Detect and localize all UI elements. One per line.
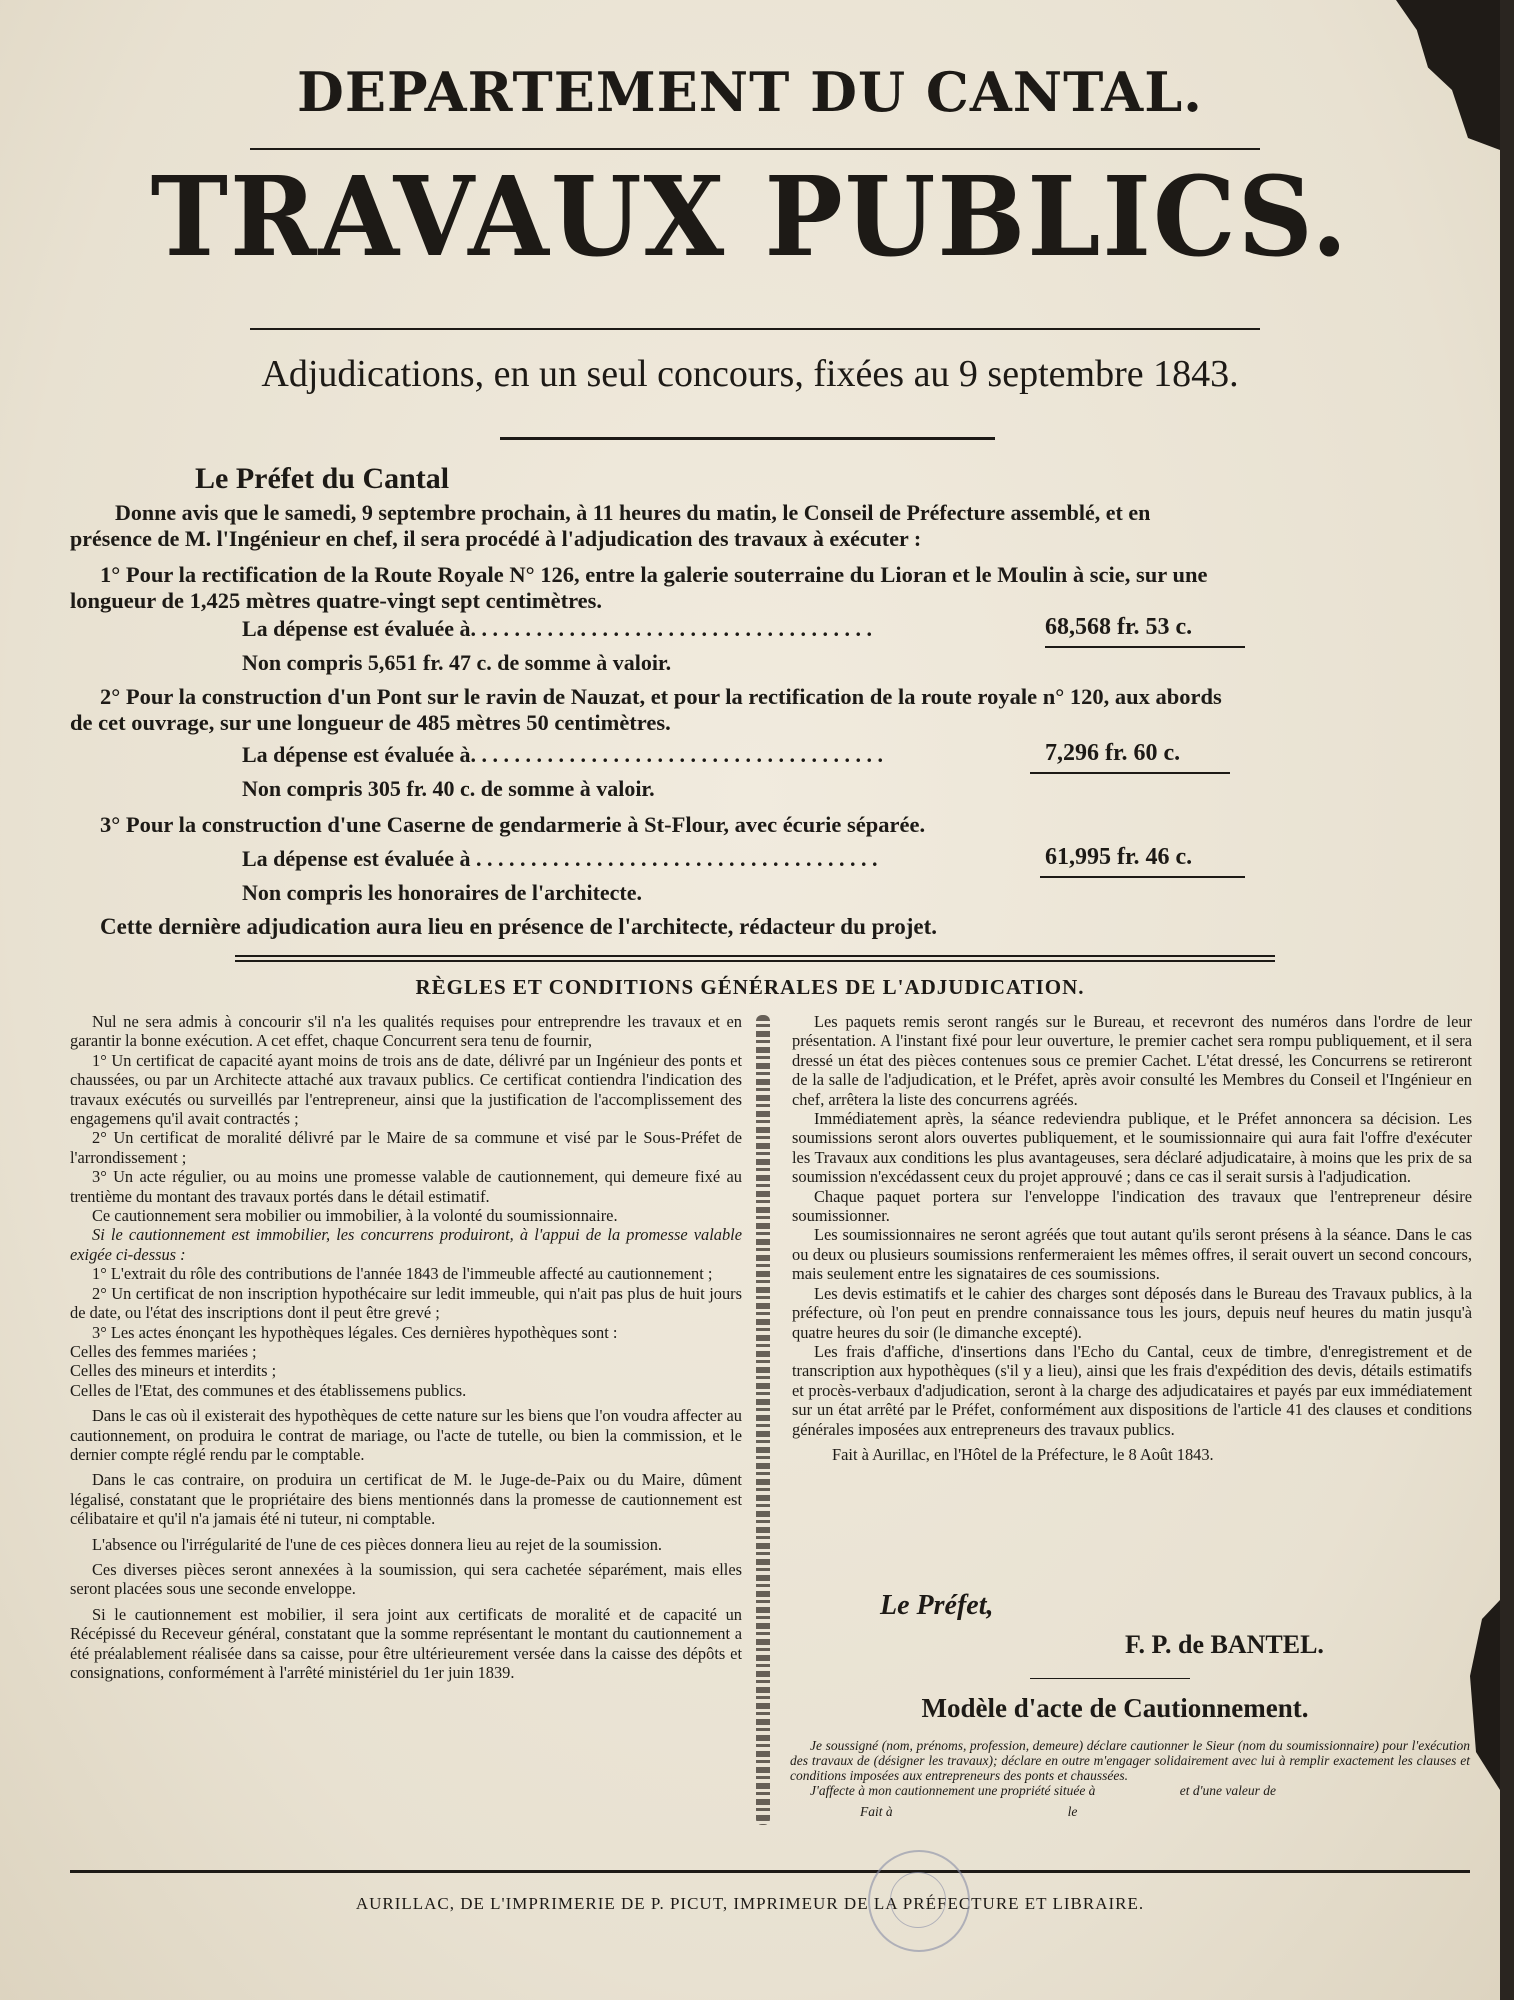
rule-paragraph: Les devis estimatifs et le cahier des charges sont déposés dans le Bureau des Travaux publics, à la préfecture, où l'on peut en prendre connaissance tous les jours, depuis neuf heures du matin jusqu'à quatre heures du soir (le dimanche excepté). xyxy=(792,1283,1472,1342)
imprint-line: AURILLAC, DE L'IMPRIMERIE DE P. PICUT, IMPRIMEUR DE LA PRÉFECTURE ET LIBRAIRE. xyxy=(355,1894,1145,1913)
date-line: Fait à Aurillac, en l'Hôtel de la Préfecture, le 8 Août 1843. xyxy=(832,1444,1214,1464)
divider-rule xyxy=(235,955,1275,957)
exclusion-note: Non compris les honoraires de l'architecte. xyxy=(242,880,643,905)
rule-paragraph: Celles de l'Etat, des communes et des établissemens publics. xyxy=(70,1380,467,1400)
divider-rule xyxy=(235,960,1275,962)
intro-line: présence de M. l'Ingénieur en chef, il sera procédé à l'adjudication des travaux à exécuter : xyxy=(70,526,922,551)
archive-stamp xyxy=(868,1850,970,1952)
rules-right-column xyxy=(792,1012,1472,1464)
page-title: TRAVAUX PUBLICS. xyxy=(150,151,1350,282)
rule-paragraph: Celles des femmes mariées ; xyxy=(70,1341,257,1361)
department-heading: DEPARTEMENT DU CANTAL. xyxy=(297,60,1203,124)
item-line: longueur de 1,425 mètres quatre-vingt sept centimètres. xyxy=(70,588,603,613)
expense-label: La dépense est évaluée à. . . . . . . . . . . . . . . . . . . . . . . . . . . . . . . . . . . . . xyxy=(242,616,873,641)
rule-paragraph: 1° Un certificat de capacité ayant moins de trois ans de date, délivré par un Ingénieur des ponts et chaussées, ou par un Architecte attaché aux travaux publics. Ce certificat contiendra l'indication des travaux exécutés ou surveillés par l'entrepreneur, ainsi que la justification de l'accomplissement des engagemens qu'il avait contractés ; xyxy=(70,1050,742,1129)
rule-paragraph: Immédiatement après, la séance redeviendra publique, et le Préfet annoncera sa décision. Les soumissions seront alors ouvertes publiquement, et le soumissionnaire qui aura fait l'offre d'exécuter les Travaux aux conditions les plus avantageuses, sera déclaré adjudicataire, à moins que les prix de sa soumission n'excédassent ceux du projet approuvé ; dans ce cas il serait sursis à l'adjudication. xyxy=(792,1109,1472,1187)
divider-rule xyxy=(250,148,1260,150)
column-divider-ornament xyxy=(756,1015,770,1825)
rule-paragraph: 3° Les actes énonçant les hypothèques légales. Ces dernières hypothèques sont : xyxy=(92,1322,618,1342)
rule-paragraph: 3° Un acte régulier, ou au moins une promesse valable de cautionnement, qui demeure fixé au trentième du montant des travaux portés dans le détail estimatif. xyxy=(70,1167,742,1206)
rules-heading: RÈGLES ET CONDITIONS GÉNÉRALES DE L'ADJUDICATION. xyxy=(415,975,1085,999)
modele-paragraph: Je soussigné (nom, prénoms, profession, demeure) déclare cautionner le Sieur (nom du soumissionnaire) pour l'exécution des travaux de (désigner les travaux); déclare en outre m'engager solidairement avec lui à remplir exactement les clauses et conditions imposées aux entrepreneurs des ponts et chaussées. xyxy=(790,1738,1470,1783)
rule-paragraph: Dans le cas où il existerait des hypothèques de cette nature sur les biens que l'on voudra affecter au cautionnement, on produira le contrat de mariage, ou l'acte de tutelle, ou bien la commission, et le dernier compte réglé rendu par le comptable. xyxy=(70,1406,742,1464)
subtitle: Adjudications, en un seul concours, fixées au 9 septembre 1843. xyxy=(261,353,1239,395)
rule-paragraph: Dans le cas contraire, on produira un certificat de M. le Juge-de-Paix ou du Maire, dûment légalisé, constatant que le propriétaire des biens mentionnés dans la promesse de cautionnement est célibataire et qu'il n'a jamais été ni tuteur, ni comptable. xyxy=(70,1470,742,1529)
le-label: le xyxy=(1067,1804,1078,1819)
expense-label: La dépense est évaluée à . . . . . . . . . . . . . . . . . . . . . . . . . . . . . . . . . . . . . xyxy=(242,846,878,871)
torn-edge xyxy=(1470,1600,1500,1790)
expense-label: La dépense est évaluée à. . . . . . . . . . . . . . . . . . . . . . . . . . . . . . . . . . . . . . xyxy=(242,742,884,767)
item-line: 2° Pour la construction d'un Pont sur le ravin de Nauzat, et pour la rectification de la route royale n° 120, aux abords xyxy=(100,684,1222,709)
modele-heading: Modèle d'acte de Cautionnement. xyxy=(921,1693,1309,1723)
rule-paragraph: 2° Un certificat de moralité délivré par le Maire de sa commune et visé par le Sous-Préfet de l'arrondissement ; xyxy=(70,1128,742,1167)
rule-paragraph: L'absence ou l'irrégularité de l'une de ces pièces donnera lieu au rejet de la soumission. xyxy=(92,1534,663,1554)
closing-note: Cette dernière adjudication aura lieu en présence de l'architecte, rédacteur du projet. xyxy=(100,914,937,939)
expense-amount: 7,296 fr. 60 c. xyxy=(1045,740,1181,766)
signature-role: Le Préfet, xyxy=(880,1590,994,1621)
rule-paragraph: Les paquets remis seront rangés sur le Bureau, et recevront des numéros dans l'ordre de leur présentation. A l'instant fixé pour leur ouverture, le premier cachet sera rompu publiquement, et il sera dressé un état des pièces contenues sous ce premier Cachet. L'état dressé, les Concurrens se retireront de la salle de l'adjudication, et le Préfet, après avoir consulté les Membres du Conseil et l'Ingénieur en chef, arrêtera la liste des concurrens agréés. xyxy=(792,1012,1472,1109)
modele-paragraph: J'affecte à mon cautionnement une propriété située à et d'une valeur de xyxy=(810,1783,1277,1798)
modele-text xyxy=(790,1738,1470,1819)
exclusion-note: Non compris 305 fr. 40 c. de somme à valoir. xyxy=(242,776,655,801)
divider-rule xyxy=(70,1870,1470,1873)
rule-paragraph: Si le cautionnement est mobilier, il sera joint aux certificats de moralité et de capacité un Récépissé du Receveur général, constatant que la somme représentant le montant du cautionnement a été préalablement réalisée dans sa caisse, pour être ultérieurement versée dans la caisse des dépôts et consignations, conformément à l'arrêté ministériel du 1er juin 1839. xyxy=(70,1604,742,1682)
divider-rule xyxy=(1030,1678,1190,1679)
exclusion-note: Non compris 5,651 fr. 47 c. de somme à valoir. xyxy=(242,650,672,675)
divider-rule xyxy=(500,437,995,440)
signature-name: F. P. de BANTEL. xyxy=(1125,1630,1324,1659)
rule-paragraph: Ce cautionnement sera mobilier ou immobilier, à la volonté du soumissionnaire. xyxy=(92,1206,618,1226)
expense-amount: 68,568 fr. 53 c. xyxy=(1045,614,1193,640)
rule-paragraph: Celles des mineurs et interdits ; xyxy=(70,1361,277,1381)
rules-left-column xyxy=(70,1012,742,1682)
rule-paragraph: Chaque paquet portera sur l'enveloppe l'indication des travaux que l'entrepreneur désire soumissionner. xyxy=(792,1186,1472,1226)
prefet-heading: Le Préfet du Cantal xyxy=(195,462,450,495)
intro-line: Donne avis que le samedi, 9 septembre prochain, à 11 heures du matin, le Conseil de Préfecture assemblé, et en xyxy=(115,500,1151,525)
fait-label: Fait à xyxy=(860,1804,893,1819)
item-line: de cet ouvrage, sur une longueur de 485 mètres 50 centimètres. xyxy=(70,710,671,735)
rule-paragraph: Si le cautionnement est immobilier, les concurrens produiront, à l'appui de la promesse valable exigée ci-dessus : xyxy=(70,1225,742,1264)
rule-paragraph: 2° Un certificat de non inscription hypothécaire sur ledit immeuble, qui n'ait pas plus de huit jours de date, ou l'état des inscriptions dont il peut être grevé ; xyxy=(70,1283,742,1323)
rule-paragraph: Ces diverses pièces seront annexées à la soumission, qui sera cachetée séparément, mais elles seront placées sous une seconde enveloppe. xyxy=(70,1559,742,1599)
divider-rule xyxy=(250,328,1260,330)
expense-amount: 61,995 fr. 46 c. xyxy=(1045,844,1193,870)
amount-underline xyxy=(1045,646,1245,648)
rule-paragraph: Les soumissionnaires ne seront agréés que tout autant qu'ils seront présens à la séance. Dans le cas ou deux ou plusieurs soumissions renfermeraient les mêmes offres, il serait ouvert un second concours, mais seulement entre les signataires de ces soumissions. xyxy=(792,1225,1472,1284)
rule-paragraph: Les frais d'affiche, d'insertions dans l'Echo du Cantal, ceux de timbre, d'enregistrement et de transcription aux hypothèques (s'il y a lieu), ainsi que les frais d'expédition des devis, détails estimatifs et procès-verbaux d'adjudication, seront à la charge des adjudicataires et payés par eux immédiatement sur un état arrêté par le Préfet, conformément aux dispositions de l'article 41 des clauses et conditions générales imposées aux entrepreneurs des travaux publics. xyxy=(792,1341,1472,1439)
item-line: 1° Pour la rectification de la Route Royale N° 126, entre la galerie souterraine du Lioran et le Moulin à scie, sur une xyxy=(100,562,1208,587)
rule-paragraph: 1° L'extrait du rôle des contributions de l'année 1843 de l'immeuble affecté au cautionnement ; xyxy=(92,1264,713,1284)
rule-paragraph: Nul ne sera admis à concourir s'il n'a les qualités requises pour entreprendre les travaux et en garantir la bonne exécution. A cet effet, chaque Concurrent sera tenu de fournir, xyxy=(70,1012,742,1051)
item-line: 3° Pour la construction d'une Caserne de gendarmerie à St-Flour, avec écurie séparée. xyxy=(100,812,926,837)
amount-underline xyxy=(1040,876,1245,878)
amount-underline xyxy=(1030,772,1230,774)
